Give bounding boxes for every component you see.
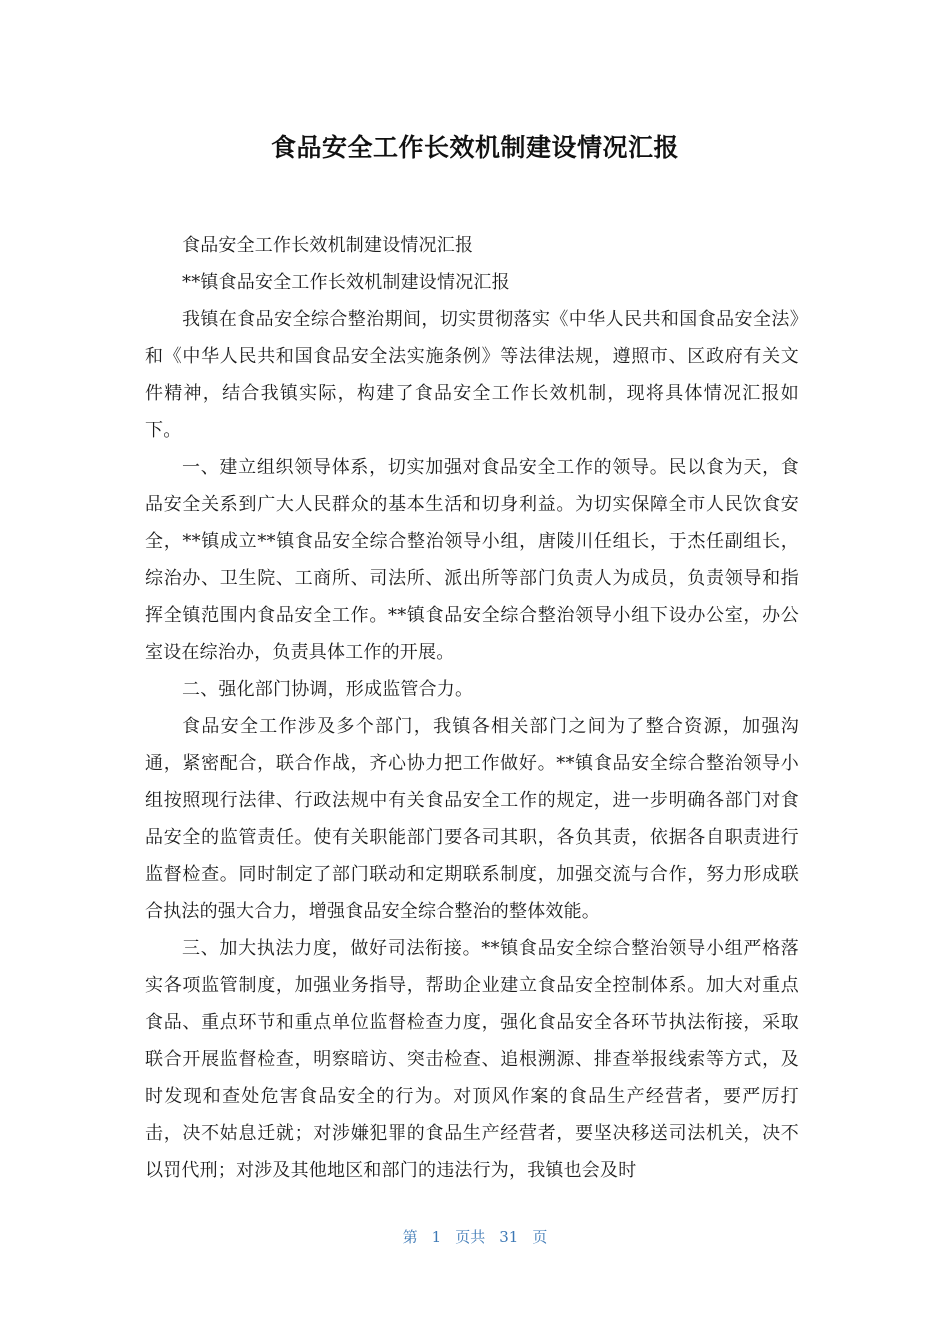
- paragraph-subtitle: 食品安全工作长效机制建设情况汇报: [182, 235, 474, 256]
- footer-suffix: 页: [532, 1228, 548, 1246]
- paragraph-section-two-heading: 二、强化部门协调，形成监管合力。: [182, 679, 474, 700]
- footer-prefix: 第: [402, 1228, 418, 1246]
- footer-total-pages: 31: [499, 1228, 519, 1246]
- paragraph-section-two-body: 食品安全工作涉及多个部门，我镇各相关部门之间为了整合资源，加强沟通，紧密配合，联合作战，齐心协力把工作做好。**镇食品安全综合整治领导小组按照现行法律、行政法规中有关食品安全工作的规定，进一步明确各部门对食品安全的监管责任。使有关职能部门要各司其职，各负其责，依据各自职责进行监督检查。同时制定了部门联动和定期联系制度，加强交流与合作，努力形成联合执法的强大合力，增强食品安全综合整治的整体效能。: [145, 716, 799, 922]
- document-body: [145, 227, 799, 1189]
- page-footer: [0, 1226, 950, 1247]
- paragraph-section-one: 一、建立组织领导体系，切实加强对食品安全工作的领导。民以食为天，食品安全关系到广大人民群众的基本生活和切身利益。为切实保障全市人民饮食安全，**镇成立**镇食品安全综合整治领导小组，唐陵川任组长，于杰任副组长，综治办、卫生院、工商所、司法所、派出所等部门负责人为成员，负责领导和指挥全镇范围内食品安全工作。**镇食品安全综合整治领导小组下设办公室，办公室设在综治办，负责具体工作的开展。: [145, 457, 799, 663]
- footer-page-number: 1: [431, 1228, 442, 1246]
- document-title: 食品安全工作长效机制建设情况汇报: [270, 133, 679, 162]
- paragraph-report-heading: **镇食品安全工作长效机制建设情况汇报: [182, 272, 510, 293]
- paragraph-section-three: 三、加大执法力度，做好司法衔接。**镇食品安全综合整治领导小组严格落实各项监管制度，加强业务指导，帮助企业建立食品安全控制体系。加大对重点食品、重点环节和重点单位监督检查力度，强化食品安全各环节执法衔接，采取联合开展监督检查，明察暗访、突击检查、追根溯源、排查举报线索等方式，及时发现和查处危害食品安全的行为。对顶风作案的食品生产经营者，要严厉打击，决不姑息迁就；对涉嫌犯罪的食品生产经营者，要坚决移送司法机关，决不以罚代刑；对涉及其他地区和部门的违法行为，我镇也会及时: [145, 938, 799, 1181]
- footer-mid: 页共: [455, 1228, 486, 1246]
- paragraph-intro: 我镇在食品安全综合整治期间，切实贯彻落实《中华人民共和国食品安全法》和《中华人民共和国食品安全法实施条例》等法律法规，遵照市、区政府有关文件精神，结合我镇实际，构建了食品安全工作长效机制，现将具体情况汇报如下。: [145, 309, 799, 441]
